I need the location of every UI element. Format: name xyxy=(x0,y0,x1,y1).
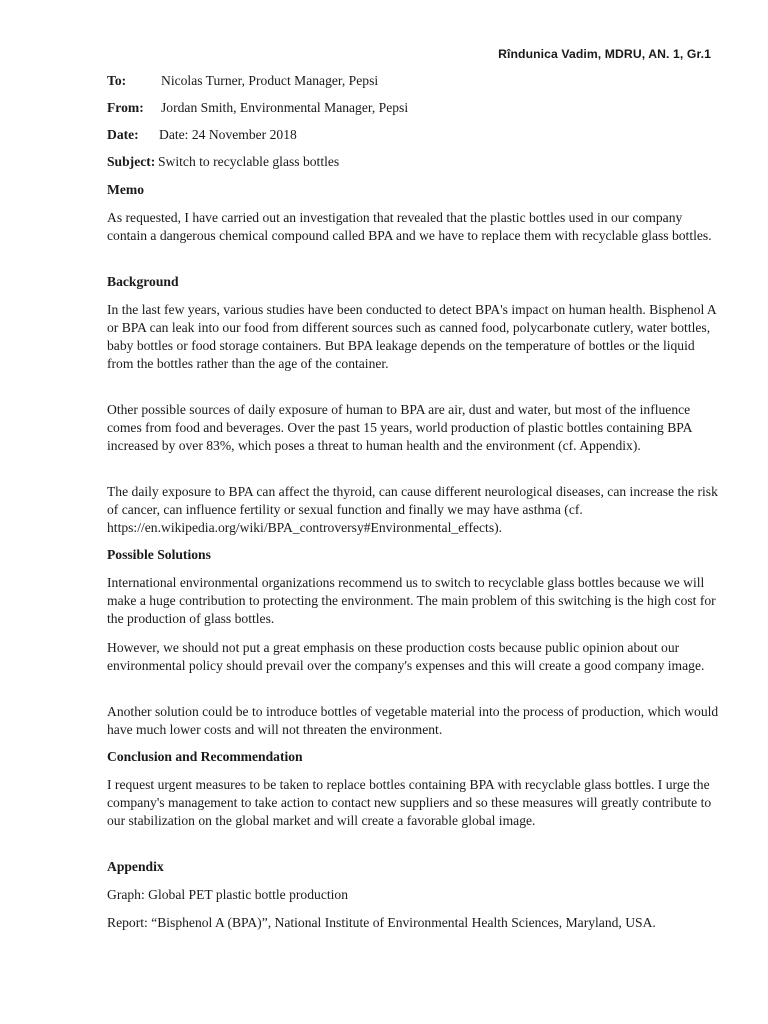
solutions-paragraph-2: However, we should not put a great emphasis on these production costs because public opinion about our environmental policy should prevail over the company's expenses and this will create a good company image. xyxy=(107,640,705,673)
background-heading: Background xyxy=(107,274,179,289)
solutions-paragraph-1: International environmental organizations recommend us to switch to recyclable glass bottles because we will make a huge contribution to protecting the environment. The main problem of this switching is the high cost for the production of glass bottles. xyxy=(107,575,716,626)
memo-to-row xyxy=(107,73,379,89)
to-label: To: xyxy=(107,73,127,88)
date-label: Date: xyxy=(107,127,139,142)
solutions-heading: Possible Solutions xyxy=(107,547,211,562)
subject-label: Subject: xyxy=(107,154,156,169)
solutions-paragraph-3: Another solution could be to introduce bottles of vegetable material into the process of production, which would have much lower costs and will not threaten the environment. xyxy=(107,704,719,737)
background-paragraph-1: In the last few years, various studies have been conducted to detect BPA's impact on human health. Bisphenol A or BPA can leak into our food from different sources such as canned food, polycarbonate cutlery, water bottles, baby bottles or food storage containers. But BPA leakage depends on the temperature of bottles or the liquid from the bottles rather than the age of the container. xyxy=(107,302,717,371)
date-value: Date: 24 November 2018 xyxy=(159,127,297,142)
appendix-report-entry: Report: “Bisphenol A (BPA)”, National Institute of Environmental Health Sciences, Maryland, USA. xyxy=(107,915,656,930)
appendix-graph-entry: Graph: Global PET plastic bottle production xyxy=(107,887,348,902)
subject-value: Switch to recyclable glass bottles xyxy=(158,154,340,169)
memo-from-row xyxy=(107,100,409,116)
conclusion-paragraph: I request urgent measures to be taken to replace bottles containing BPA with recyclable glass bottles. I urge the company's management to take action to contact new suppliers and so these measures will greatly contribute to our stabilization on the global market and will create a favorable global image. xyxy=(107,777,712,828)
appendix-heading: Appendix xyxy=(107,859,164,874)
conclusion-heading: Conclusion and Recommendation xyxy=(107,749,303,764)
memo-paragraph: As requested, I have carried out an investigation that revealed that the plastic bottles used in our company contain a dangerous chemical compound called BPA and we have to replace them with recyclable glass bottles. xyxy=(107,210,712,243)
from-label: From: xyxy=(107,100,144,115)
from-value: Jordan Smith, Environmental Manager, Pepsi xyxy=(161,100,409,115)
memo-subject-row xyxy=(107,154,340,170)
memo-heading: Memo xyxy=(107,182,144,197)
background-paragraph-2: Other possible sources of daily exposure of human to BPA are air, dust and water, but most of the influence comes from food and beverages. Over the past 15 years, world production of plastic bottles containing BPA increased by over 83%, which poses a threat to human health and the environment (cf. Appendix). xyxy=(107,402,692,453)
to-value: Nicolas Turner, Product Manager, Pepsi xyxy=(161,73,379,88)
author-line: Rîndunica Vadim, MDRU, AN. 1, Gr.1 xyxy=(498,47,711,61)
background-paragraph-3: The daily exposure to BPA can affect the thyroid, can cause different neurological diseases, can increase the risk of cancer, can influence fertility or sexual function and finally we may have asthma (cf. https://en.wikipedia.org/wiki/BPA_controversy#Environmental_effects). xyxy=(107,484,718,535)
memo-date-row xyxy=(107,127,297,143)
